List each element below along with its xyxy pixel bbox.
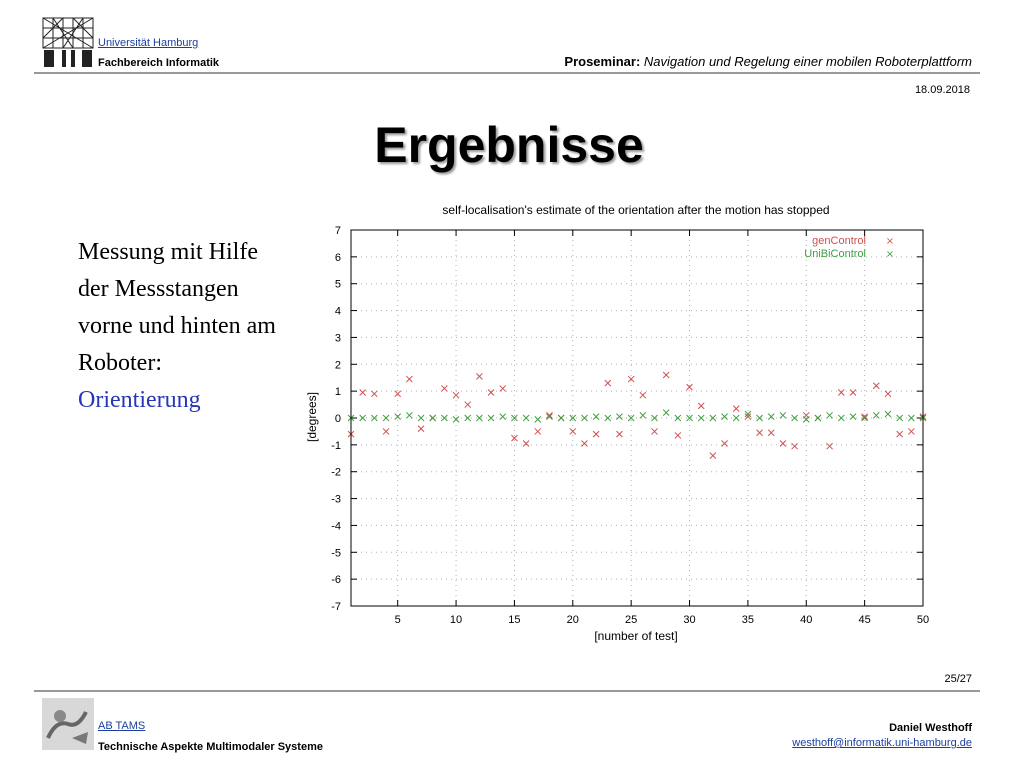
x-tick-label: 10 — [449, 614, 463, 626]
data-point-gencontrol — [908, 428, 914, 434]
y-tick-label: -2 — [331, 466, 341, 479]
data-point-unibicontrol — [663, 410, 669, 416]
data-point-unibicontrol — [675, 415, 681, 421]
data-point-unibicontrol — [558, 415, 564, 421]
slide-date: 18.09.2018 — [914, 84, 970, 96]
data-point-unibicontrol — [908, 415, 914, 421]
university-logo-icon — [42, 17, 94, 67]
x-axis-ticks — [395, 230, 929, 626]
data-point-unibicontrol — [640, 412, 646, 418]
data-point-gencontrol — [628, 376, 634, 382]
x-tick-label: 20 — [566, 614, 579, 626]
y-tick-label: 2 — [334, 359, 341, 372]
author-email-link[interactable]: westhoff@informatik.uni-hamburg.de — [792, 737, 972, 749]
chart-grid — [351, 230, 923, 606]
x-tick-label: 40 — [800, 614, 813, 626]
data-point-gencontrol — [453, 392, 459, 398]
data-point-gencontrol — [605, 380, 611, 386]
data-point-unibicontrol — [395, 414, 401, 420]
data-points — [348, 372, 926, 459]
data-point-gencontrol — [406, 376, 412, 382]
data-point-gencontrol — [780, 441, 786, 447]
slide-title: Ergebnisse — [374, 117, 644, 173]
data-point-gencontrol — [827, 443, 833, 449]
page-number: 25/27 — [944, 673, 972, 685]
data-point-unibicontrol — [546, 414, 552, 420]
data-point-gencontrol — [616, 431, 622, 437]
data-point-gencontrol — [640, 392, 646, 398]
data-point-gencontrol — [862, 414, 868, 420]
side-text-accent: Orientierung — [78, 387, 201, 413]
data-point-gencontrol — [593, 431, 599, 437]
y-tick-label: 5 — [334, 278, 341, 291]
y-tick-label: -1 — [331, 439, 341, 452]
data-point-gencontrol — [733, 406, 739, 412]
data-point-gencontrol — [897, 431, 903, 437]
data-point-gencontrol — [838, 389, 844, 395]
data-point-gencontrol — [768, 430, 774, 436]
y-tick-label: 0 — [334, 413, 341, 425]
side-text — [78, 234, 276, 419]
x-tick-label: 35 — [741, 614, 755, 626]
y-tick-label: -5 — [331, 547, 341, 560]
data-point-gencontrol — [360, 389, 366, 395]
data-point-unibicontrol — [885, 411, 891, 417]
x-tick-label: 25 — [625, 614, 638, 626]
data-point-unibicontrol — [383, 415, 389, 421]
data-point-gencontrol — [488, 389, 494, 395]
data-point-unibicontrol — [838, 415, 844, 421]
author-name: Daniel Westhoff — [889, 722, 972, 734]
data-point-unibicontrol — [850, 414, 856, 420]
data-point-unibicontrol — [418, 415, 424, 421]
x-tick-label: 45 — [858, 614, 871, 626]
data-point-unibicontrol — [698, 415, 704, 421]
data-point-unibicontrol — [430, 415, 436, 421]
university-link[interactable]: Universität Hamburg — [98, 37, 199, 49]
data-point-gencontrol — [850, 389, 856, 395]
data-point-unibicontrol — [815, 415, 821, 421]
seminar-subject: Navigation und Regelung einer mobilen Roboterplattform — [643, 54, 972, 69]
data-point-gencontrol — [523, 441, 529, 447]
side-text-line-4: Roboter: — [78, 350, 162, 376]
x-axis-label: [number of test] — [594, 629, 678, 643]
seminar-title — [564, 54, 972, 69]
data-point-gencontrol — [371, 391, 377, 397]
legend-marker-unibicontrol: × — [885, 249, 895, 260]
legend-marker-gencontrol: × — [885, 236, 895, 247]
data-point-gencontrol — [885, 391, 891, 397]
data-point-gencontrol — [500, 385, 506, 391]
orientation-scatter-chart — [300, 195, 940, 650]
data-point-unibicontrol — [593, 414, 599, 420]
data-point-gencontrol — [570, 428, 576, 434]
data-point-gencontrol — [465, 402, 471, 408]
data-point-gencontrol — [710, 453, 716, 459]
data-point-unibicontrol — [488, 415, 494, 421]
data-point-unibicontrol — [523, 415, 529, 421]
y-tick-label: 3 — [334, 332, 341, 345]
x-tick-label: 30 — [683, 614, 696, 626]
x-tick-label: 15 — [508, 614, 521, 626]
y-tick-label: 6 — [334, 251, 341, 264]
x-tick-label: 5 — [394, 614, 401, 626]
data-point-gencontrol — [476, 373, 482, 379]
data-point-unibicontrol — [616, 414, 622, 420]
data-point-gencontrol — [663, 372, 669, 378]
chart-legend — [804, 235, 894, 260]
data-point-unibicontrol — [733, 415, 739, 421]
data-point-unibicontrol — [768, 414, 774, 420]
y-tick-label: 4 — [334, 305, 341, 318]
group-link[interactable]: AB TAMS — [98, 720, 146, 732]
data-point-unibicontrol — [722, 414, 728, 420]
data-point-unibicontrol — [500, 414, 506, 420]
data-point-unibicontrol — [360, 415, 366, 421]
seminar-prefix: Proseminar: — [564, 54, 641, 69]
data-point-gencontrol — [722, 441, 728, 447]
tams-logo-icon — [42, 698, 94, 750]
side-text-line-3: vorne und hinten am — [78, 313, 276, 339]
data-point-unibicontrol — [465, 415, 471, 421]
y-axis-label: [degrees] — [305, 391, 319, 443]
data-point-gencontrol — [418, 426, 424, 432]
department-name: Fachbereich Informatik — [98, 57, 220, 69]
data-point-unibicontrol — [873, 412, 879, 418]
data-point-gencontrol — [873, 383, 879, 389]
data-point-unibicontrol — [535, 416, 541, 422]
data-point-gencontrol — [675, 432, 681, 438]
data-point-gencontrol — [698, 403, 704, 409]
y-tick-label: 7 — [334, 225, 341, 237]
data-point-unibicontrol — [453, 416, 459, 422]
chart-title: self-localisation's estimate of the orientation after the motion has stopped — [442, 203, 830, 217]
y-tick-label: 1 — [334, 386, 341, 399]
data-point-unibicontrol — [406, 412, 412, 418]
group-description: Technische Aspekte Multimodaler Systeme — [98, 741, 323, 753]
data-point-unibicontrol — [710, 415, 716, 421]
header-divider — [34, 72, 980, 74]
legend-label-unibicontrol: UniBiControl — [804, 248, 866, 260]
y-tick-label: -4 — [331, 520, 341, 533]
data-point-gencontrol — [383, 428, 389, 434]
data-point-gencontrol — [535, 428, 541, 434]
data-point-unibicontrol — [605, 415, 611, 421]
footer-divider — [34, 690, 980, 692]
data-point-unibicontrol — [803, 416, 809, 422]
data-point-gencontrol — [581, 441, 587, 447]
data-point-gencontrol — [441, 385, 447, 391]
side-text-line-2: der Messstangen — [78, 276, 239, 302]
data-point-gencontrol — [546, 412, 552, 418]
data-point-unibicontrol — [827, 412, 833, 418]
data-point-unibicontrol — [780, 412, 786, 418]
y-tick-label: -6 — [331, 574, 341, 587]
data-point-gencontrol — [792, 443, 798, 449]
y-tick-label: -3 — [331, 493, 341, 506]
side-text-line-1: Messung mit Hilfe — [78, 239, 258, 265]
y-tick-label: -7 — [331, 601, 341, 613]
data-point-gencontrol — [652, 428, 658, 434]
legend-label-gencontrol: genControl — [812, 235, 866, 247]
data-point-gencontrol — [757, 430, 763, 436]
x-tick-label: 50 — [916, 614, 930, 626]
